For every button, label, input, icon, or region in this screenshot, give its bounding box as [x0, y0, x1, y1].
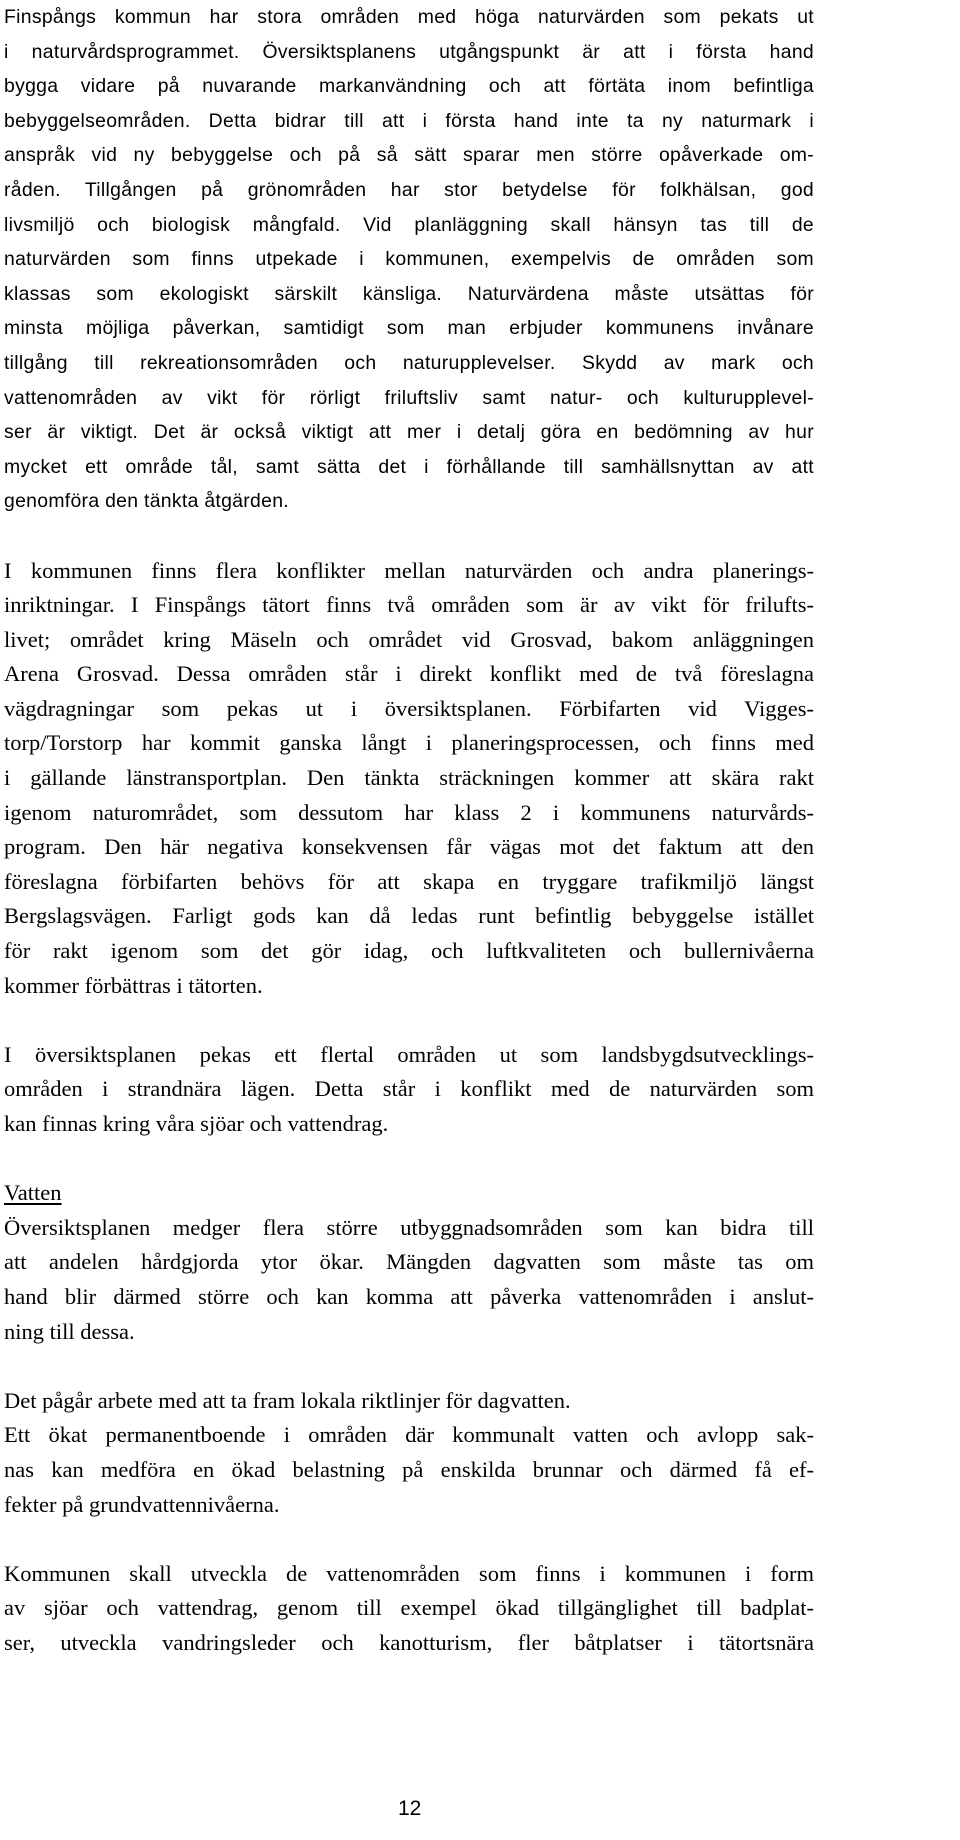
paragraph-spacer	[4, 519, 814, 554]
text-line: torp/Torstorp har kommit ganska långt i planeringsprocessen, och finns med	[4, 730, 814, 756]
text-line: råden. Tillgången på grönområden har stor betydelse för folkhälsan, god	[4, 178, 814, 201]
document-page	[4, 0, 814, 1661]
text-line: i gällande länstransportplan. Den tänkta sträckningen kommer att skära rakt	[4, 765, 814, 791]
text-line: att andelen hårdgjorda ytor ökar. Mängden dagvatten som måste tas om	[4, 1249, 814, 1275]
text-line: kan finnas kring våra sjöar och vattendrag.	[4, 1111, 389, 1136]
text-line: ser, utveckla vandringsleder och kanotturism, fler båtplatser i tätortsnära	[4, 1629, 814, 1655]
text-line: av sjöar och vattendrag, genom till exempel ökad tillgänglighet till badplat-	[4, 1595, 814, 1621]
text-line: I kommunen finns flera konflikter mellan naturvärden och andra planerings-	[4, 557, 814, 583]
paragraph-spacer	[4, 1522, 814, 1557]
paragraph-spacer	[4, 1349, 814, 1384]
text-line: områden i strandnära lägen. Detta står i konflikt med de naturvärden som	[4, 1076, 814, 1102]
text-line: program. Den här negativa konsekvensen får vägas mot det faktum att den	[4, 834, 814, 860]
text-line: nas kan medföra en ökad belastning på enskilda brunnar och därmed få ef-	[4, 1456, 814, 1482]
paragraph-water-areas	[4, 1557, 814, 1661]
text-line: genomföra den tänkta åtgärden.	[4, 490, 289, 513]
text-line: Finspångs kommun har stora områden med höga naturvärden som pekats ut	[4, 6, 814, 28]
text-line: klassas som ekologiskt särskilt känsliga. Naturvärdena måste utsättas för	[4, 282, 814, 305]
text-line: naturvärden som finns utpekade i kommunen, exempelvis de områden som	[4, 248, 814, 271]
text-line: Ett ökat permanentboende i områden där kommunalt vatten och avlopp sak-	[4, 1422, 814, 1448]
text-line: Arena Grosvad. Dessa områden står i direkt konflikt med de två föreslagna	[4, 661, 814, 687]
text-line: fekter på grundvattennivåerna.	[4, 1491, 280, 1517]
text-line: anspråk vid ny bebyggelse och på så sätt sparar men större opåverkade om-	[4, 144, 814, 167]
text-line: ser är viktigt. Det är också viktigt att mer i detalj göra en bedömning av hur	[4, 421, 814, 444]
paragraph-stormwater	[4, 1384, 814, 1522]
text-line: livet; området kring Mäseln och området vid Grosvad, bakom anläggningen	[4, 626, 814, 652]
text-line: mycket ett område tål, samt sätta det i förhållande till samhällsnyttan av att	[4, 455, 814, 478]
text-line: Det pågår arbete med att ta fram lokala riktlinjer för dagvatten.	[4, 1387, 571, 1413]
paragraph-conflicts	[4, 554, 814, 1004]
section-heading: Vatten	[4, 1180, 62, 1206]
text-line: för rakt igenom som det gör idag, och luftkvaliteten och bullernivåerna	[4, 938, 814, 964]
text-line: i naturvårdsprogrammet. Översiktsplanens utgångspunkt är att i första hand	[4, 40, 814, 63]
section-water	[4, 1176, 814, 1349]
text-line: Översiktsplanen medger flera större utbyggnadsområden som kan bidra till	[4, 1214, 814, 1240]
paragraph-spacer	[4, 1142, 814, 1177]
text-line: I översiktsplanen pekas ett flertal områden ut som landsbygdsutvecklings-	[4, 1041, 814, 1067]
paragraph-natural-values	[4, 0, 814, 519]
text-line: livsmiljö och biologisk mångfald. Vid planläggning skall hänsyn tas till de	[4, 213, 814, 236]
text-line: ning till dessa.	[4, 1318, 135, 1344]
text-line: vattenområden av vikt för rörligt friluftsliv samt natur- och kulturupplevel-	[4, 386, 814, 409]
text-line: kommer förbättras i tätorten.	[4, 972, 263, 998]
page-number: 12	[398, 1797, 422, 1820]
text-line: igenom naturområdet, som dessutom har klass 2 i kommunens naturvårds-	[4, 799, 814, 825]
text-line: inriktningar. I Finspångs tätort finns två områden som är av vikt för frilufts-	[4, 592, 814, 618]
text-line: minsta möjliga påverkan, samtidigt som man erbjuder kommunens invånare	[4, 317, 814, 340]
text-line: hand blir därmed större och kan komma att påverka vattenområden i anslut-	[4, 1283, 814, 1309]
text-line: bebyggelseområden. Detta bidrar till att i första hand inte ta ny naturmark i	[4, 109, 814, 132]
paragraph-rural-development	[4, 1038, 814, 1142]
text-line: bygga vidare på nuvarande markanvändning och att förtäta inom befintliga	[4, 75, 814, 98]
text-line: föreslagna förbifarten behövs för att skapa en tryggare trafikmiljö längst	[4, 868, 814, 894]
text-line: Bergslagsvägen. Farligt gods kan då ledas runt befintlig bebyggelse istället	[4, 903, 814, 929]
paragraph-spacer	[4, 1003, 814, 1038]
text-line: Kommunen skall utveckla de vattenområden som finns i kommunen i form	[4, 1560, 814, 1586]
text-line: tillgång till rekreationsområden och naturupplevelser. Skydd av mark och	[4, 351, 814, 374]
text-line: vägdragningar som pekas ut i översiktsplanen. Förbifarten vid Vigges-	[4, 695, 814, 721]
